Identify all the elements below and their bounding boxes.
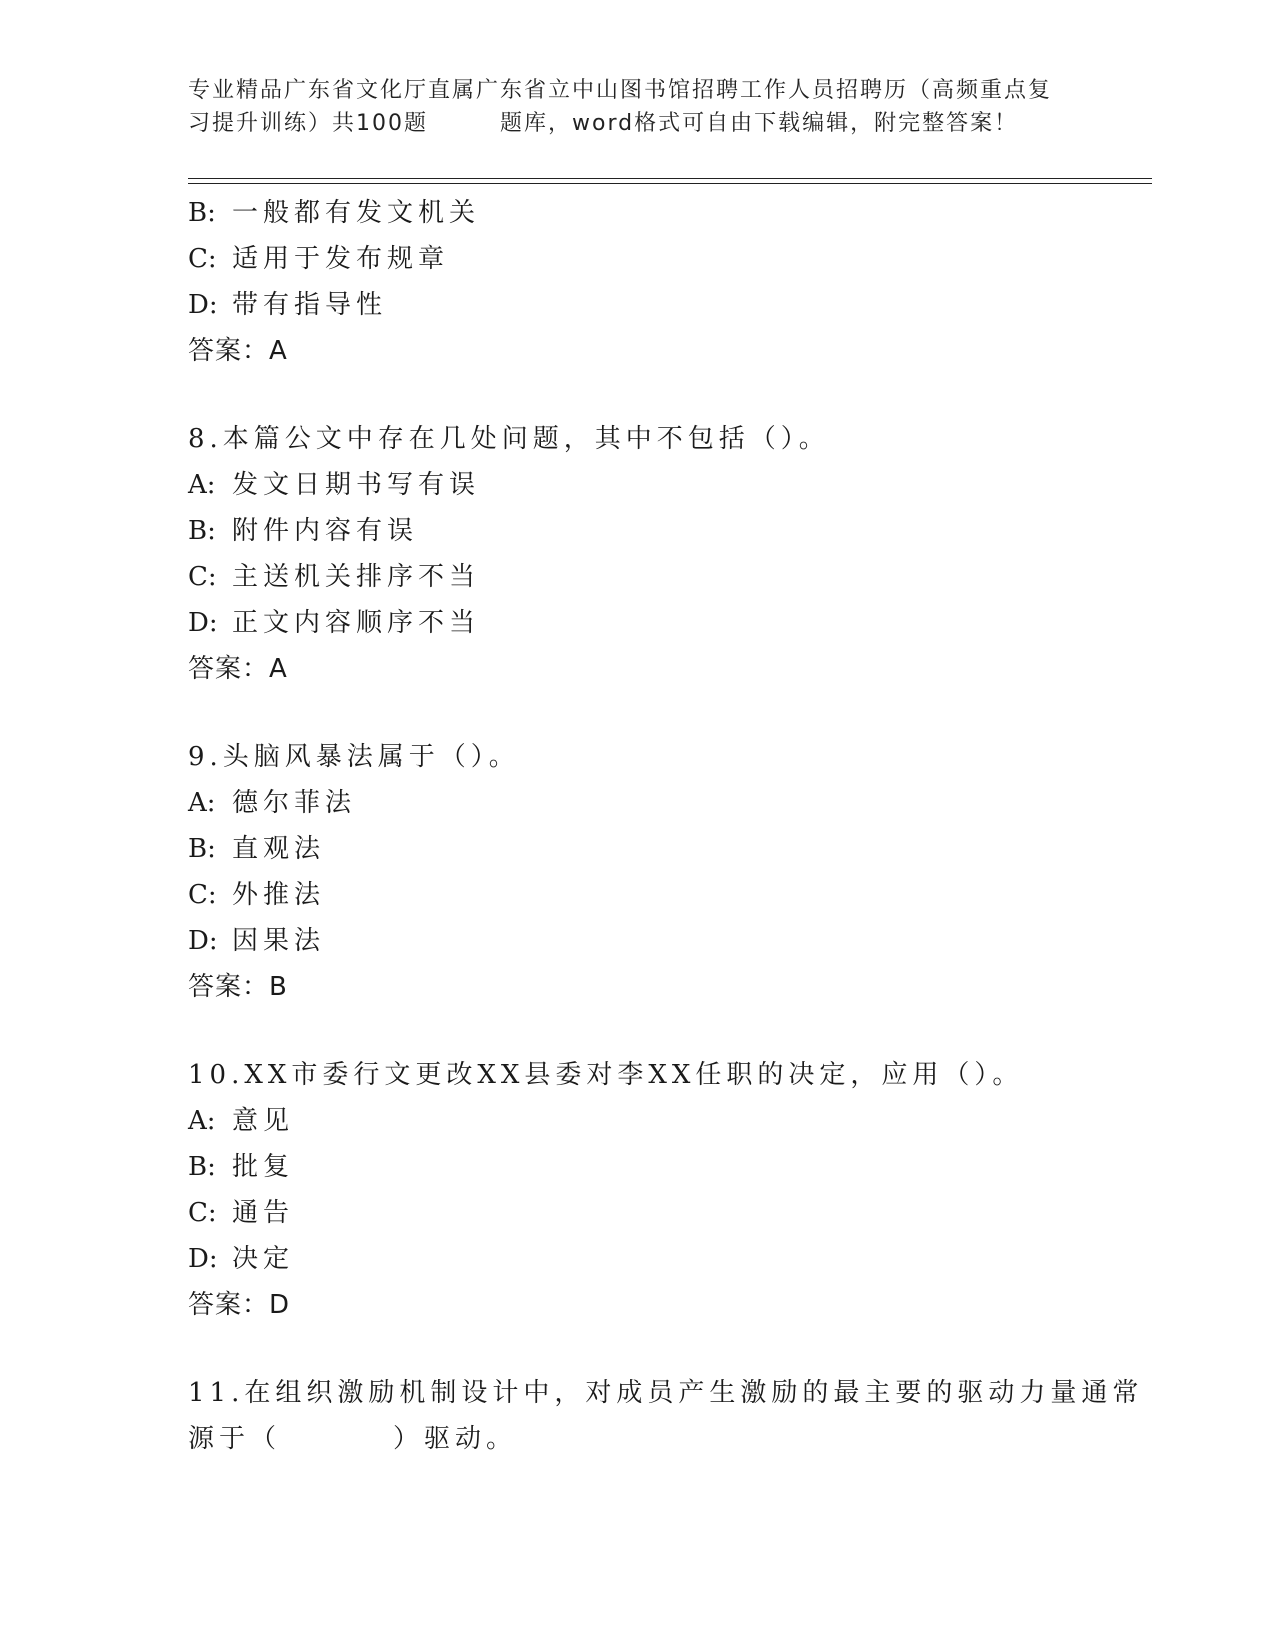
option-text: 适用于发布规章 — [232, 244, 450, 274]
header-title-line-2-right: 题库，word格式可自由下载编辑，附完整答案！ — [500, 111, 1019, 136]
option-key: C: — [188, 562, 217, 592]
option-text: 直观法 — [232, 834, 326, 864]
option-text: 主送机关排序不当 — [232, 562, 481, 592]
question-stem-line-1: 11.在组织激励机制设计中，对成员产生激励的最主要的驱动力量通常 — [188, 1378, 1144, 1408]
option-b — [188, 190, 1088, 236]
option-c — [188, 872, 1088, 918]
option-text: 通告 — [232, 1198, 295, 1228]
question-list — [188, 190, 1144, 1462]
option-key: D: — [188, 290, 218, 320]
option-c — [188, 236, 1088, 282]
option-d — [188, 918, 1088, 964]
option-key: A: — [188, 788, 216, 818]
option-text: 意见 — [232, 1106, 295, 1136]
option-b — [188, 1144, 1088, 1190]
question-stem: 8.本篇公文中存在几处问题，其中不包括（）。 — [188, 424, 830, 454]
option-a — [188, 780, 1088, 826]
answer-line: 答案：A — [188, 654, 288, 684]
option-b — [188, 508, 1088, 554]
question-9 — [188, 734, 1088, 1010]
question-stem: 10.XX市委行文更改XX县委对李XX任职的决定，应用（）。 — [188, 1060, 1024, 1090]
question-11 — [188, 1370, 1144, 1462]
option-text: 附件内容有误 — [232, 516, 419, 546]
question-10 — [188, 1052, 1088, 1328]
question-stem-line-2-right: ）驱动。 — [393, 1424, 518, 1454]
option-text: 带有指导性 — [232, 290, 388, 320]
option-key: C: — [188, 1198, 217, 1228]
answer-line: 答案：A — [188, 336, 288, 366]
header-divider-top — [188, 178, 1152, 179]
question-7-continuation — [188, 190, 1088, 374]
option-a — [188, 1098, 1088, 1144]
option-text: 德尔菲法 — [232, 788, 357, 818]
answer-line: 答案：B — [188, 972, 288, 1002]
option-key: B: — [188, 198, 216, 228]
option-text: 决定 — [232, 1244, 295, 1274]
option-text: 一般都有发文机关 — [232, 198, 481, 228]
option-text: 外推法 — [232, 880, 326, 910]
header-divider-bottom — [188, 183, 1152, 184]
option-d — [188, 1236, 1088, 1282]
option-b — [188, 826, 1088, 872]
option-a — [188, 462, 1088, 508]
option-key: B: — [188, 1152, 216, 1182]
question-stem-line-2-left: 源于（ — [188, 1424, 282, 1454]
option-key: C: — [188, 880, 217, 910]
option-key: D: — [188, 926, 218, 956]
option-text: 因果法 — [232, 926, 326, 956]
page-header — [188, 74, 1088, 140]
option-key: B: — [188, 834, 216, 864]
option-key: B: — [188, 516, 216, 546]
header-title-line-2-left: 习提升训练）共100题 — [188, 111, 428, 136]
option-key: D: — [188, 1244, 218, 1274]
option-text: 正文内容顺序不当 — [232, 608, 481, 638]
option-d — [188, 282, 1088, 328]
answer-line: 答案：D — [188, 1290, 291, 1320]
option-c — [188, 554, 1088, 600]
question-stem: 9.头脑风暴法属于（）。 — [188, 742, 520, 772]
header-title-line-1: 专业精品广东省文化厅直属广东省立中山图书馆招聘工作人员招聘历（高频重点复 — [188, 78, 1053, 103]
option-key: D: — [188, 608, 218, 638]
option-text: 发文日期书写有误 — [232, 470, 481, 500]
question-stem-line-2 — [188, 1416, 1088, 1462]
option-key: C: — [188, 244, 217, 274]
option-text: 批复 — [232, 1152, 295, 1182]
option-key: A: — [188, 470, 216, 500]
option-c — [188, 1190, 1088, 1236]
question-8 — [188, 416, 1088, 692]
option-d — [188, 600, 1088, 646]
header-title-line-2 — [188, 107, 1088, 140]
option-key: A: — [188, 1106, 216, 1136]
